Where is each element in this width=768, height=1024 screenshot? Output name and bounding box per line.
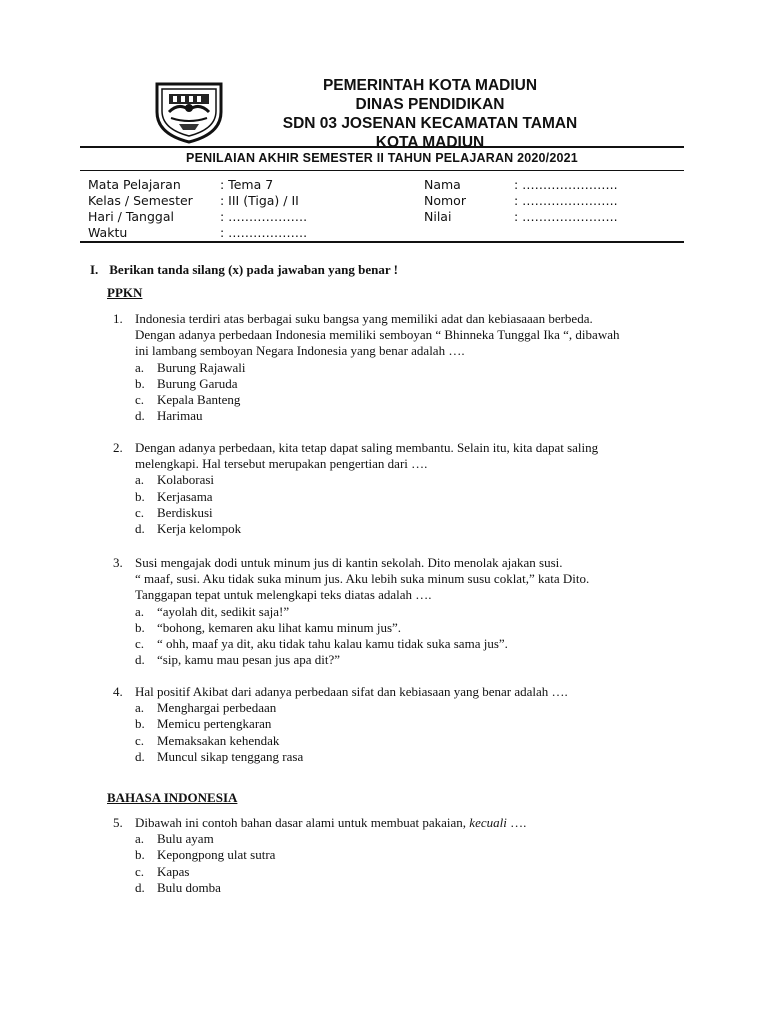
option-letter: c. — [135, 732, 145, 748]
option-d[interactable] — [135, 880, 733, 896]
option-letter: b. — [135, 716, 145, 732]
info-value: : ………………. — [220, 225, 308, 240]
exam-title: PENILAIAN AKHIR SEMESTER II TAHUN PELAJARAN 2020/2021 — [186, 151, 578, 165]
option-a[interactable] — [135, 604, 733, 620]
option-text: “ayolah dit, sedikit saja!” — [157, 603, 290, 619]
question-number: 4. — [113, 684, 123, 699]
option-text: Kepongpong ulat sutra — [157, 847, 276, 863]
question-3 — [113, 555, 733, 668]
question-2 — [113, 440, 733, 537]
option-letter: a. — [135, 603, 145, 619]
option-letter: b. — [135, 488, 145, 504]
option-b[interactable] — [135, 716, 733, 732]
option-c[interactable] — [135, 864, 733, 880]
option-letter: d. — [135, 652, 145, 668]
stem-line — [135, 815, 733, 831]
option-b[interactable] — [135, 847, 733, 863]
option-d[interactable] — [135, 521, 733, 537]
stem-line: Hal positif Akibat dari adanya perbedaan sifat dan kebiasaan yang benar adalah …. — [135, 684, 568, 699]
option-text: Kapas — [157, 863, 190, 879]
info-label: Waktu — [88, 225, 128, 240]
info-row-time — [88, 225, 388, 241]
question-5 — [113, 815, 733, 896]
info-value: : Tema 7 — [220, 177, 274, 192]
question-stem — [135, 684, 733, 700]
info-label: Nomor — [424, 193, 466, 208]
option-letter: c. — [135, 636, 145, 652]
option-c[interactable] — [135, 392, 733, 408]
option-text: “sip, kamu mau pesan jus apa dit?” — [157, 652, 341, 668]
option-text: Berdiskusi — [157, 504, 213, 520]
option-text: Kerja kelompok — [157, 521, 242, 537]
option-letter: d. — [135, 879, 145, 895]
info-value: : III (Tiga) / II — [220, 193, 299, 208]
stem-line: Dengan adanya perbedaan Indonesia memiliki semboyan “ Bhinneka Tunggal Ika “, dibawah — [135, 327, 620, 343]
stem-line: “ maaf, susi. Aku tidak suka minum jus. Aku lebih suka minum susu coklat,” kata Dito. — [135, 571, 590, 587]
option-letter: a. — [135, 359, 145, 375]
stem-line: ini lambang semboyan Negara Indonesia yang benar adalah …. — [135, 343, 465, 359]
option-c[interactable] — [135, 505, 733, 521]
option-c[interactable] — [135, 733, 733, 749]
question-stem — [135, 555, 733, 604]
info-label: Kelas / Semester — [88, 193, 193, 208]
option-text: Kerjasama — [157, 488, 213, 504]
info-row-date — [88, 209, 388, 225]
option-text: Burung Garuda — [157, 375, 238, 391]
option-text: Kepala Banteng — [157, 392, 241, 408]
question-number: 2. — [113, 440, 123, 455]
stem-line: Indonesia terdiri atas berbagai suku bangsa yang memiliki adat dan kebiasaaan berbeda. — [135, 311, 593, 326]
option-d[interactable] — [135, 408, 733, 424]
option-text: Harimau — [157, 408, 203, 424]
info-value: : ………………….. — [514, 193, 618, 208]
option-letter: c. — [135, 392, 145, 408]
option-a[interactable] — [135, 831, 733, 847]
info-value: : ………………….. — [514, 209, 618, 224]
info-label: Nilai — [424, 209, 452, 224]
option-text: Memaksakan kehendak — [157, 732, 280, 748]
option-letter: a. — [135, 831, 145, 847]
letterhead-line-1: PEMERINTAH KOTA MADIUN — [322, 77, 538, 94]
question-stem — [135, 815, 733, 831]
stem-emphasis: kecuali — [469, 815, 507, 830]
option-letter: a. — [135, 472, 145, 488]
stem-line: Tanggapan tepat untuk melengkapi teks diatas adalah …. — [135, 587, 432, 603]
option-text: Bulu ayam — [157, 831, 214, 847]
exam-info-right — [424, 177, 674, 225]
option-b[interactable] — [135, 376, 733, 392]
info-label: Hari / Tanggal — [88, 209, 174, 224]
option-letter: a. — [135, 700, 145, 716]
info-value: : ………………. — [220, 209, 308, 224]
exam-info-left — [88, 177, 388, 241]
option-letter: d. — [135, 408, 145, 424]
info-row-class — [88, 193, 388, 209]
stem-text: Dibawah ini contoh bahan dasar alami untuk membuat pakaian, — [135, 815, 470, 830]
option-text: Memicu pertengkaran — [157, 716, 272, 732]
option-text: “ ohh, maaf ya dit, aku tidak tahu kalau kamu tidak suka sama jus”. — [157, 636, 508, 652]
section-title-bahasa-indonesia: BAHASA INDONESIA — [107, 790, 238, 805]
option-text: Burung Rajawali — [157, 359, 246, 375]
instruction — [90, 262, 398, 278]
option-a[interactable] — [135, 472, 733, 488]
option-d[interactable] — [135, 749, 733, 765]
option-a[interactable] — [135, 360, 733, 376]
option-d[interactable] — [135, 652, 733, 668]
city-emblem-logo — [151, 78, 227, 144]
letterhead — [230, 76, 630, 152]
option-c[interactable] — [135, 636, 733, 652]
instruction-number: I. — [90, 262, 99, 277]
option-a[interactable] — [135, 700, 733, 716]
stem-ellipsis: …. — [506, 815, 527, 830]
stem-line: Dengan adanya perbedaan, kita tetap dapat saling membantu. Selain itu, kita dapat saling — [135, 440, 599, 455]
info-row-name — [424, 177, 674, 193]
option-b[interactable] — [135, 489, 733, 505]
info-label: Nama — [424, 177, 461, 192]
option-text: Muncul sikap tenggang rasa — [157, 748, 304, 764]
option-text: Bulu domba — [157, 879, 221, 895]
letterhead-line-2: DINAS PENDIDIKAN — [355, 96, 505, 113]
info-value: : ………………….. — [514, 177, 618, 192]
divider-bottom — [80, 241, 684, 243]
question-stem — [135, 440, 733, 472]
option-b[interactable] — [135, 620, 733, 636]
stem-line: Susi mengajak dodi untuk minum jus di kantin sekolah. Dito menolak ajakan susi. — [135, 555, 563, 570]
info-row-score — [424, 209, 674, 225]
option-letter: b. — [135, 619, 145, 635]
option-letter: c. — [135, 504, 145, 520]
question-stem — [135, 311, 733, 360]
letterhead-line-4: KOTA MADIUN — [375, 134, 485, 151]
info-row-number — [424, 193, 674, 209]
option-text: Menghargai perbedaan — [157, 700, 277, 716]
option-text: Kolaborasi — [157, 472, 215, 488]
question-number: 3. — [113, 555, 123, 570]
letterhead-line-3: SDN 03 JOSENAN KECAMATAN TAMAN — [282, 115, 578, 132]
option-letter: d. — [135, 748, 145, 764]
question-1 — [113, 311, 733, 424]
section-title-ppkn: PPKN — [107, 285, 143, 300]
divider-middle — [80, 170, 684, 171]
option-letter: b. — [135, 847, 145, 863]
stem-line: melengkapi. Hal tersebut merupakan pengertian dari …. — [135, 456, 428, 472]
question-number: 5. — [113, 815, 123, 830]
divider-top — [80, 146, 684, 148]
info-row-subject — [88, 177, 388, 193]
option-letter: b. — [135, 375, 145, 391]
option-text: “bohong, kemaren aku lihat kamu minum jus”. — [157, 619, 402, 635]
option-letter: d. — [135, 521, 145, 537]
instruction-text: Berikan tanda silang (x) pada jawaban yang benar ! — [109, 262, 398, 277]
question-number: 1. — [113, 311, 123, 326]
info-label: Mata Pelajaran — [88, 177, 181, 192]
option-letter: c. — [135, 863, 145, 879]
question-4 — [113, 684, 733, 765]
